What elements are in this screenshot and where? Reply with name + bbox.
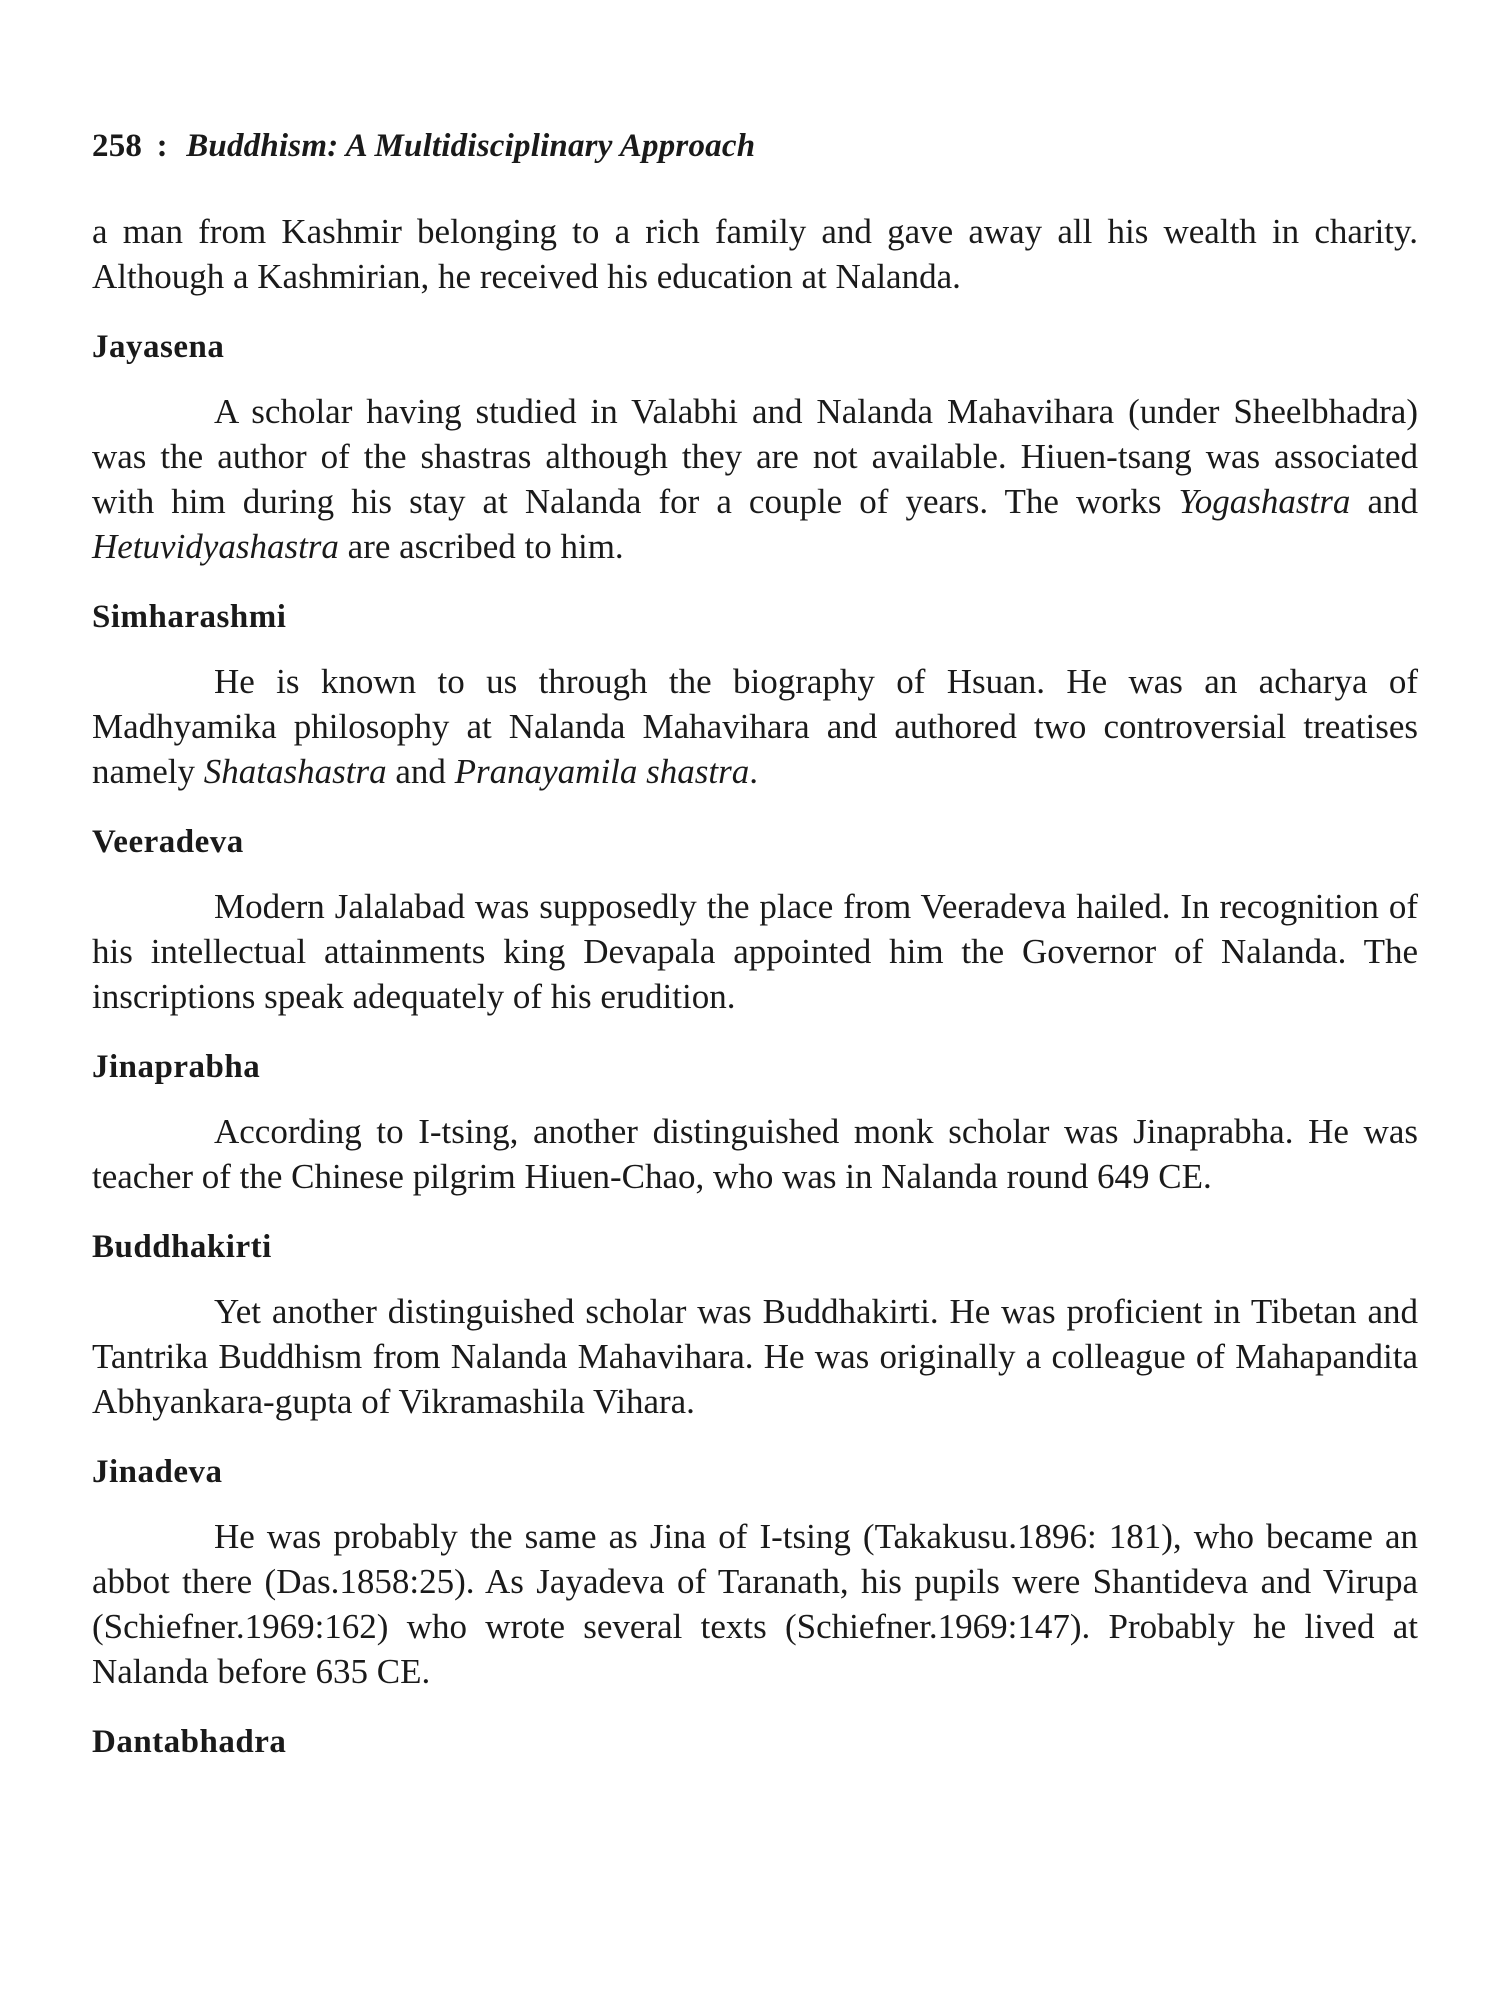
- header-separator: :: [156, 128, 168, 164]
- section-heading-veeradeva: Veeradeva: [92, 824, 244, 860]
- running-head: [92, 128, 1418, 165]
- section-heading-jinadeva: Jinadeva: [92, 1454, 223, 1490]
- work-title: Shatashastra: [203, 752, 387, 791]
- section-heading-buddhakirti: Buddhakirti: [92, 1229, 272, 1265]
- work-title: Yogashastra: [1178, 482, 1351, 521]
- body-text: are ascribed to him.: [338, 527, 624, 566]
- section-heading-simharashmi: Simharashmi: [92, 599, 287, 635]
- section-body-veeradeva: Modern Jalalabad was supposedly the place from Veeradeva hailed. In recognition of his intellectual attainments king Devapala appointed him the Governor of Nalanda. The inscriptions speak adequately of his erudition.: [92, 887, 1418, 1016]
- section-body-jinaprabha: According to I-tsing, another distinguished monk scholar was Jinaprabha. He was teacher of the Chinese pilgrim Hiuen-Chao, who was in Nalanda round 649 CE.: [92, 1112, 1418, 1196]
- page-number: 258: [92, 128, 143, 164]
- opening-paragraph: a man from Kashmir belonging to a rich family and gave away all his wealth in charity. Although a Kashmirian, he received his education at Nalanda.: [92, 212, 1418, 296]
- work-title: Hetuvidyashastra: [92, 527, 339, 566]
- section-body-jayasena: [92, 389, 1418, 569]
- book-title: Buddhism: A Multidisciplinary Approach: [186, 128, 756, 164]
- section-body-simharashmi: [92, 659, 1418, 794]
- body-text: A scholar having studied in Valabhi and Nalanda Mahavihara (under Sheelbhadra) was the author of the shastras although they are not available. Hiuen-tsang was associated with him during his stay at Nalanda for a couple of years. The works: [92, 392, 1418, 521]
- body-text: .: [749, 752, 758, 791]
- section-heading-jayasena: Jayasena: [92, 329, 225, 365]
- section-body-jinadeva: He was probably the same as Jina of I-tsing (Takakusu.1896: 181), who became an abbot there (Das.1858:25). As Jayadeva of Taranath, his pupils were Shantideva and Virupa (Schiefner.1969:162) who wrote several texts (Schiefner.1969:147). Probably he lived at Nalanda before 635 CE.: [92, 1517, 1418, 1691]
- body-text: and: [386, 752, 455, 791]
- book-page: [92, 128, 1418, 1784]
- section-heading-jinaprabha: Jinaprabha: [92, 1049, 261, 1085]
- body-text: He is known to us through the biography of Hsuan. He was an acharya of Madhyamika philosophy at Nalanda Mahavihara and authored two controversial treatises namely: [92, 662, 1418, 791]
- body-text: and: [1350, 482, 1418, 521]
- section-body-buddhakirti: Yet another distinguished scholar was Buddhakirti. He was proficient in Tibetan and Tantrika Buddhism from Nalanda Mahavihara. He was originally a colleague of Mahapandita Abhyankara-gupta of Vikramashila Vihara.: [92, 1292, 1418, 1421]
- section-heading-dantabhadra: Dantabhadra: [92, 1724, 287, 1760]
- work-title: Pranayamila shastra: [454, 752, 750, 791]
